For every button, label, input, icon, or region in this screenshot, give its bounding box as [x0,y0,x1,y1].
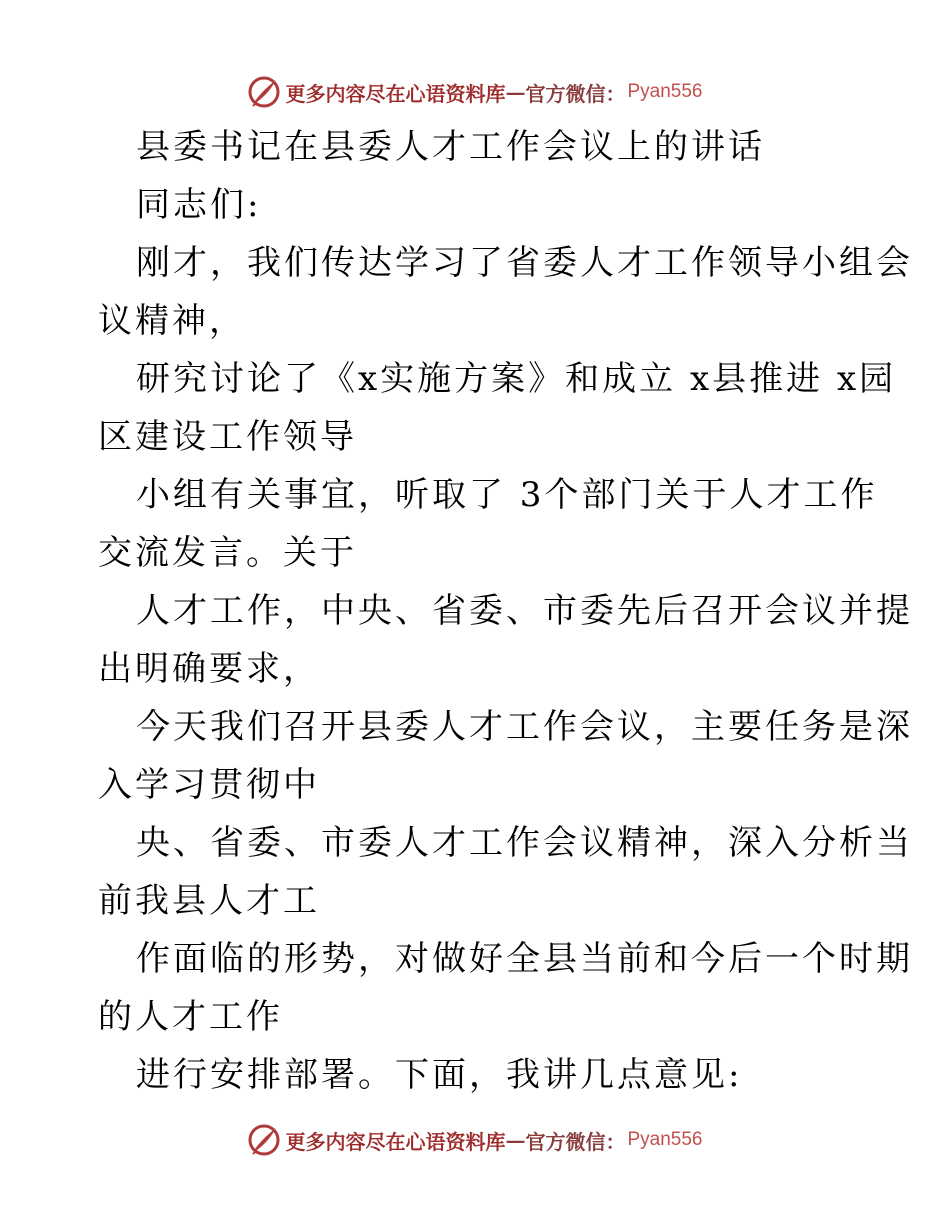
text-line: 作面临的形势，对做好全县当前和今后一个时期 [136,939,913,979]
watermark-account-id: Pyan556 [627,81,703,102]
text-line: 小组有关事宜，听取了 3个部门关于人才工作 [136,475,878,515]
watermark-brand: 更多内容尽在心语资料库 [285,1129,506,1154]
document-title: 县委书记在县委人才工作会议上的讲话 [136,127,765,167]
watermark-separator: — [505,1128,526,1152]
text-line: 人才工作，中央、省委、市委先后召开会议并提 [136,591,913,631]
watermark-banner-bottom [0,1118,950,1162]
watermark-banner-top [0,70,950,114]
watermark-account-label: 官方微信： [525,1129,626,1154]
text-line: 研究讨论了《x实施方案》和成立 x县推进 x园 [136,359,897,399]
quill-logo-icon [247,1123,281,1157]
text-line: 央、省委、市委人才工作会议精神，深入分析当 [136,823,913,863]
text-line: 的人才工作 [98,997,283,1037]
watermark-account-label: 官方微信： [525,81,626,106]
text-line: 入学习贯彻中 [98,765,320,805]
text-line: 进行安排部署。下面，我讲几点意见: [136,1055,743,1095]
watermark-account-id: Pyan556 [627,1129,703,1150]
text-line: 刚才，我们传达学习了省委人才工作领导小组会 [136,243,913,283]
text-line: 议精神， [98,301,246,341]
text-line: 区建设工作领导 [98,417,357,457]
text-line: 同志们: [136,185,262,225]
watermark-text [285,78,702,107]
watermark-brand: 更多内容尽在心语资料库 [285,81,506,106]
watermark-text [285,1126,702,1155]
quill-logo-icon [247,75,281,109]
document-body [98,118,913,1104]
text-line: 前我县人才工 [98,881,320,921]
watermark-separator: — [505,80,526,104]
text-line: 交流发言。关于 [98,533,357,573]
text-line: 出明确要求， [98,649,320,689]
text-line: 今天我们召开县委人才工作会议，主要任务是深 [136,707,913,747]
